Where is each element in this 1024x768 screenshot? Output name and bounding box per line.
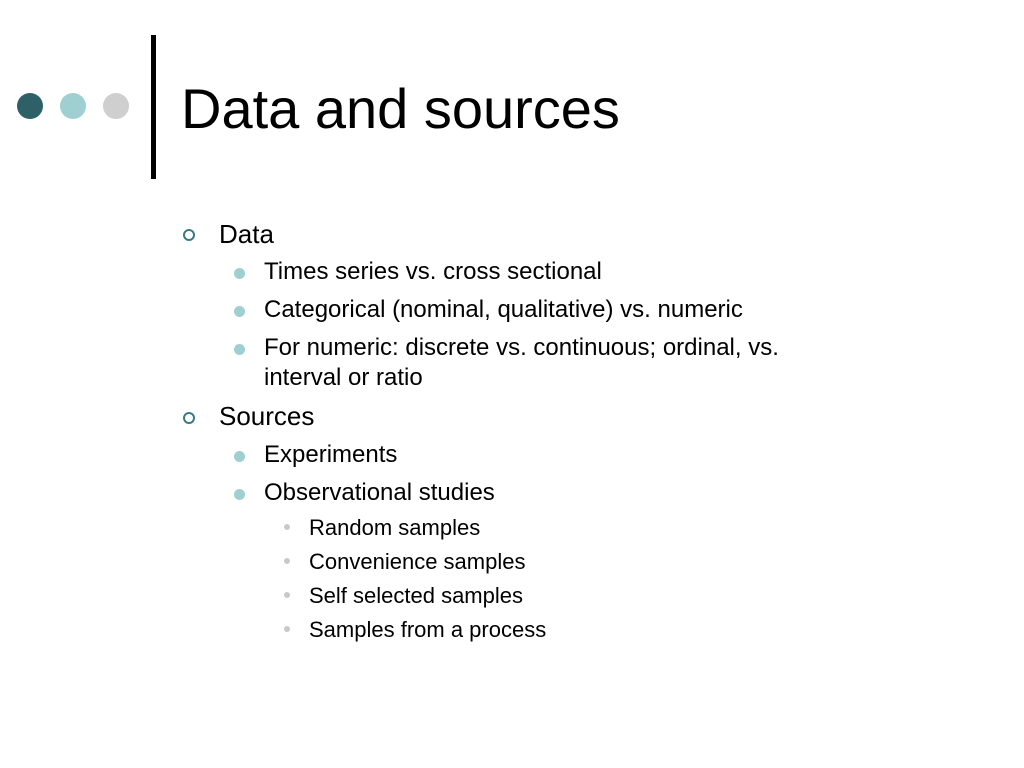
list-item: Observational studies (264, 479, 495, 506)
small-bullet-icon (284, 558, 290, 564)
gray-circle-icon (103, 93, 129, 119)
sub-list-item: Self selected samples (309, 583, 523, 608)
dark-circle-icon (17, 93, 43, 119)
list-item: Times series vs. cross sectional (264, 258, 602, 285)
ring-bullet-icon (183, 412, 195, 424)
small-bullet-icon (284, 524, 290, 530)
disc-bullet-icon (234, 268, 245, 279)
sub-list-item: Random samples (309, 515, 481, 540)
section-heading-sources: Sources (219, 401, 315, 431)
title-divider (151, 35, 156, 179)
teal-circle-icon (60, 93, 86, 119)
disc-bullet-icon (234, 306, 245, 317)
small-bullet-icon (284, 592, 290, 598)
small-bullet-icon (284, 626, 290, 632)
ring-bullet-icon (183, 229, 195, 241)
list-item: For numeric: discrete vs. continuous; ordinal, vs. (264, 334, 779, 361)
disc-bullet-icon (234, 489, 245, 500)
disc-bullet-icon (234, 344, 245, 355)
list-item: Categorical (nominal, qualitative) vs. numeric (264, 296, 743, 323)
sub-list-item: Convenience samples (309, 549, 526, 574)
list-item-continuation: interval or ratio (264, 364, 423, 391)
sub-list-item: Samples from a process (309, 617, 547, 642)
section-heading-data: Data (219, 219, 274, 249)
disc-bullet-icon (234, 451, 245, 462)
slide-title: Data and sources (181, 77, 620, 140)
list-item: Experiments (264, 441, 398, 468)
